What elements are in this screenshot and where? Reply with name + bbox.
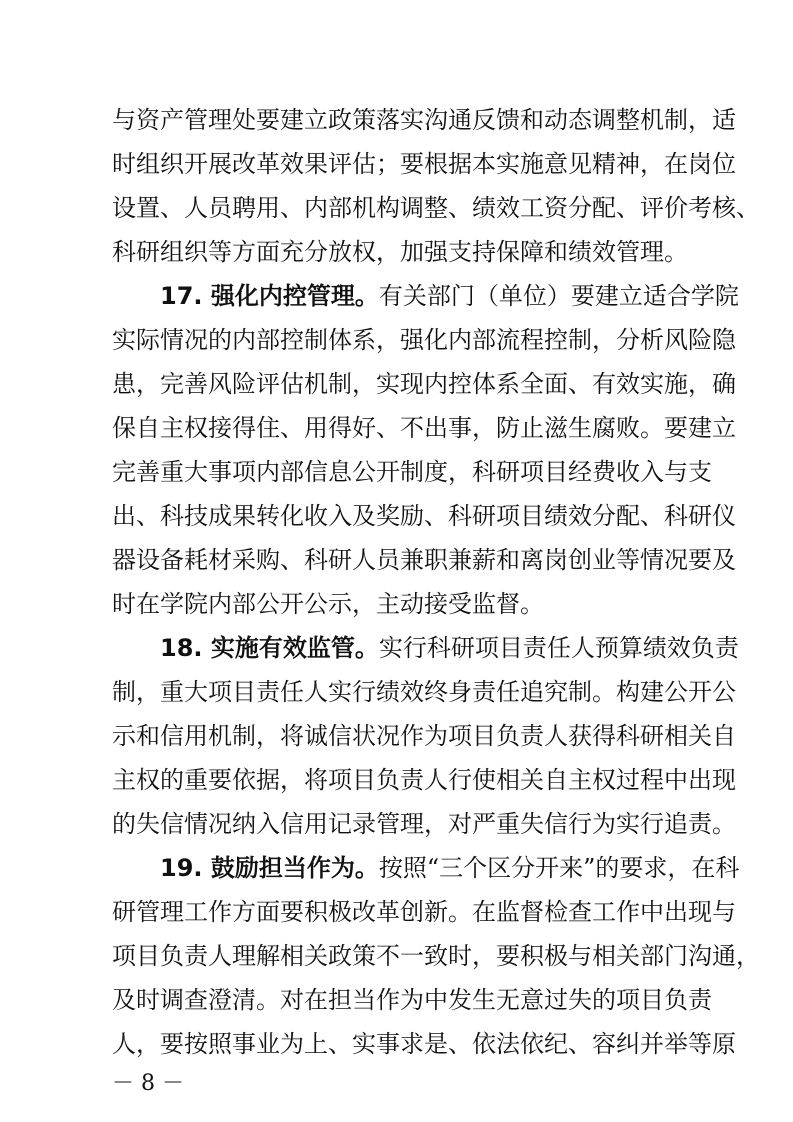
text-line: 制，重大项目责任人实行绩效终身责任追究制。构建公开公	[112, 678, 736, 706]
paragraph-first-line	[160, 848, 740, 888]
text-span: 实行科研项目责任人预算绩效负责	[378, 634, 739, 662]
section-heading-18: 18. 实施有效监管。	[160, 634, 379, 662]
paragraph-first-line	[160, 628, 739, 668]
text-line: 保自主权接得住、用得好、不出事，防止滋生腐败。要建立	[112, 414, 736, 442]
text-line: 患，完善风险评估机制，实现内控体系全面、有效实施，确	[112, 370, 736, 398]
page-number: － 8 －	[112, 1071, 184, 1096]
text-line: 设置、人员聘用、内部机构调整、绩效工资分配、评价考核、	[112, 194, 760, 222]
section-heading-17: 17. 强化内控管理。	[160, 282, 379, 310]
text-line: 出、科技成果转化收入及奖励、科研项目绩效分配、科研仪	[112, 502, 736, 530]
section-heading-19: 19. 鼓励担当作为。	[160, 854, 379, 882]
text-span: 按照“三个区分开来”的要求，在科	[378, 854, 740, 882]
text-line: 主权的重要依据，将项目负责人行使相关自主权过程中出现	[112, 766, 736, 794]
text-line: 人，要按照事业为上、实事求是、依法依纪、容纠并举等原	[112, 1030, 736, 1058]
text-line: 科研组织等方面充分放权，加强支持保障和绩效管理。	[112, 238, 688, 266]
text-line: 与资产管理处要建立政策落实沟通反馈和动态调整机制，适	[112, 106, 736, 134]
text-line: 研管理工作方面要积极改革创新。在监督检查工作中出现与	[112, 898, 736, 926]
paragraph-first-line	[160, 276, 739, 316]
text-line: 完善重大事项内部信息公开制度，科研项目经费收入与支	[112, 458, 712, 486]
text-line: 时组织开展改革效果评估；要根据本实施意见精神，在岗位	[112, 150, 736, 178]
text-line: 项目负责人理解相关政策不一致时，要积极与相关部门沟通，	[112, 942, 760, 970]
text-line: 及时调查澄清。对在担当作为中发生无意过失的项目负责	[112, 986, 712, 1014]
text-line: 实际情况的内部控制体系，强化内部流程控制，分析风险隐	[112, 326, 736, 354]
text-span: 有关部门（单位）要建立适合学院	[378, 282, 739, 310]
text-line: 时在学院内部公开公示，主动接受监督。	[112, 590, 544, 618]
text-line: 器设备耗材采购、科研人员兼职兼薪和离岗创业等情况要及	[112, 546, 736, 574]
text-line: 的失信情况纳入信用记录管理，对严重失信行为实行追责。	[112, 810, 736, 838]
text-line: 示和信用机制，将诚信状况作为项目负责人获得科研相关自	[112, 722, 736, 750]
